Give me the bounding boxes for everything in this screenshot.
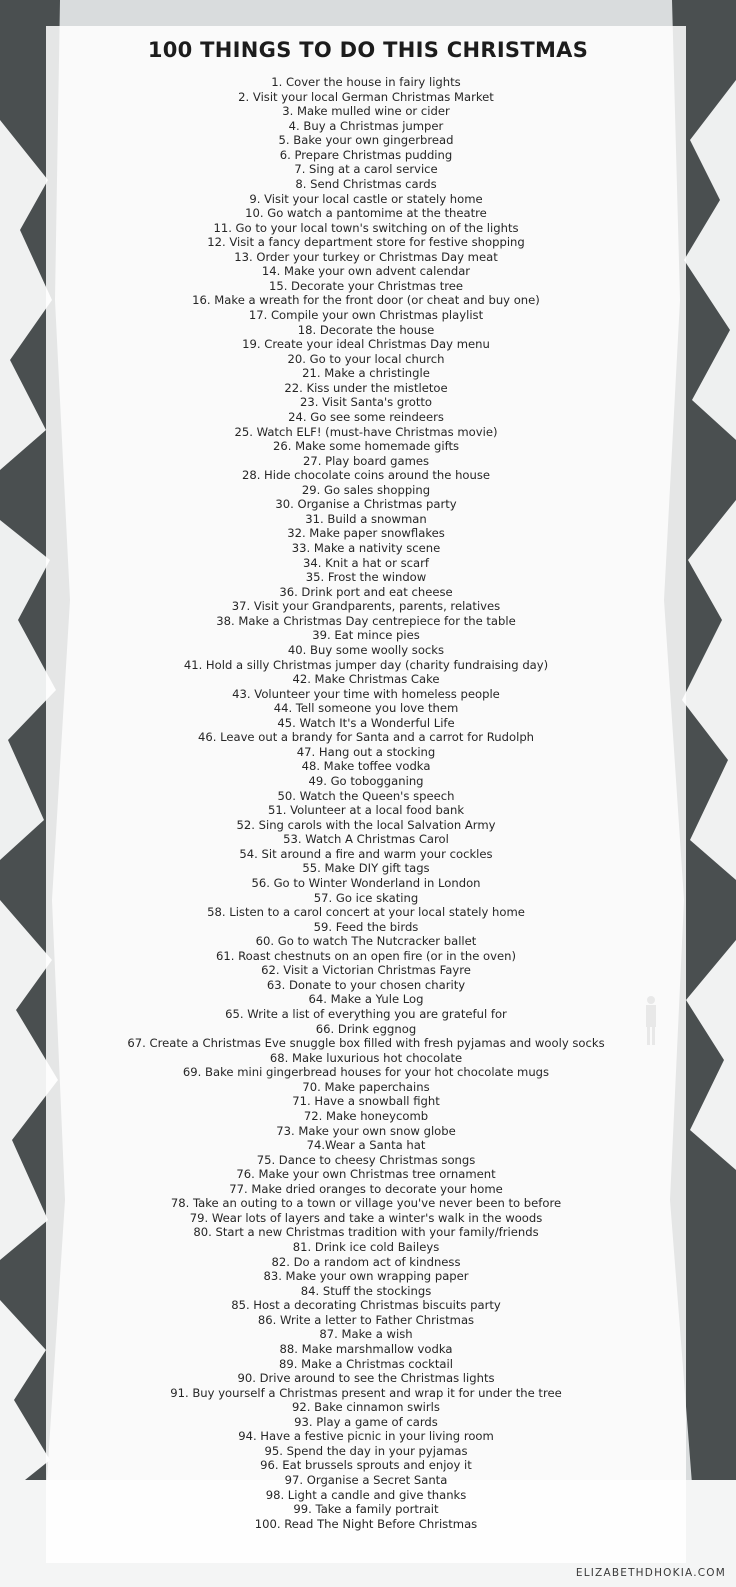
page-title: 100 THINGS TO DO THIS CHRISTMAS: [147, 38, 589, 62]
list-item: 27. Play board games: [302, 453, 430, 468]
list-item: 43. Volunteer your time with homeless people: [232, 686, 500, 701]
list-item: 98. Light a candle and give thanks: [265, 1487, 467, 1502]
list-item: 5. Bake your own gingerbread: [278, 133, 454, 148]
list-item: 99. Take a family portrait: [293, 1502, 439, 1517]
list-item: 79. Wear lots of layers and take a winter's walk in the woods: [189, 1210, 543, 1225]
list-item: 69. Bake mini gingerbread houses for your hot chocolate mugs: [182, 1065, 550, 1080]
list-item: 78. Take an outing to a town or village you've never been to before: [170, 1196, 562, 1211]
list-item: 74.Wear a Santa hat: [306, 1138, 426, 1153]
list-item: 28. Hide chocolate coins around the house: [241, 468, 491, 483]
list-item: 32. Make paper snowflakes: [287, 526, 445, 541]
list-item: 54. Sit around a fire and warm your cockles: [239, 846, 493, 861]
list-item: 40. Buy some woolly socks: [287, 642, 445, 657]
list-item: 30. Organise a Christmas party: [275, 497, 457, 512]
list-item: 60. Go to watch The Nutcracker ballet: [255, 934, 477, 949]
list-item: 92. Bake cinnamon swirls: [292, 1400, 440, 1415]
list-item: 63. Donate to your chosen charity: [266, 977, 466, 992]
list-item: 58. Listen to a carol concert at your local stately home: [207, 905, 525, 920]
list-item: 44. Tell someone you love them: [273, 701, 459, 716]
list-item: 51. Volunteer at a local food bank: [267, 803, 465, 818]
list-item: 46. Leave out a brandy for Santa and a carrot for Rudolph: [197, 730, 535, 745]
list-item: 1. Cover the house in fairy lights: [271, 75, 461, 89]
list-item: 19. Create your ideal Christmas Day menu: [242, 337, 490, 352]
list-item: 85. Host a decorating Christmas biscuits party: [231, 1298, 501, 1313]
list-item: 96. Eat brussels sprouts and enjoy it: [260, 1458, 472, 1473]
list-item: 24. Go see some reindeers: [288, 409, 444, 424]
list-item: 6. Prepare Christmas pudding: [279, 147, 453, 162]
list-item: 64. Make a Yule Log: [308, 992, 424, 1007]
list-item: 21. Make a christingle: [302, 366, 430, 381]
list-item: 15. Decorate your Christmas tree: [268, 278, 464, 293]
list-item: 76. Make your own Christmas tree ornament: [236, 1167, 496, 1182]
list-item: 90. Drive around to see the Christmas lights: [237, 1371, 495, 1386]
list-item: 38. Make a Christmas Day centrepiece for the table: [216, 613, 516, 628]
list-item: 25. Watch ELF! (must-have Christmas movie): [234, 424, 498, 439]
list-item: 3. Make mulled wine or cider: [282, 104, 450, 119]
list-item: 59. Feed the birds: [313, 919, 419, 934]
list-item: 70. Make paperchains: [302, 1079, 430, 1094]
list-item: 55. Make DIY gift tags: [302, 861, 430, 876]
list-item: 35. Frost the window: [305, 570, 427, 585]
list-item: 53. Watch A Christmas Carol: [283, 832, 449, 847]
list-item: 13. Order your turkey or Christmas Day meat: [234, 249, 498, 264]
list-item: 33. Make a nativity scene: [291, 541, 441, 555]
list-item: 37. Visit your Grandparents, parents, relatives: [231, 599, 501, 614]
list-item: 68. Make luxurious hot chocolate: [269, 1050, 463, 1065]
list-item: 83. Make your own wrapping paper: [263, 1269, 469, 1284]
list-item: 67. Create a Christmas Eve snuggle box filled with fresh pyjamas and wooly socks: [127, 1036, 605, 1051]
list-item: 48. Make toffee vodka: [301, 759, 431, 774]
list-item: 20. Go to your local church: [287, 351, 445, 366]
list-item: 72. Make honeycomb: [303, 1108, 429, 1123]
list-item: 26. Make some homemade gifts: [272, 439, 460, 454]
list-item: 8. Send Christmas cards: [295, 176, 437, 191]
list-item: 56. Go to Winter Wonderland in London: [251, 875, 481, 890]
list-item: 65. Write a list of everything you are grateful for: [225, 1007, 507, 1021]
list-item: 17. Compile your own Christmas playlist: [248, 308, 484, 322]
list-item: 100. Read The Night Before Christmas: [254, 1516, 478, 1531]
list-item: 41. Hold a silly Christmas jumper day (charity fundraising day): [183, 657, 549, 672]
list-item: 29. Go sales shopping: [301, 482, 431, 497]
list-item: 7. Sing at a carol service: [294, 162, 438, 177]
things-to-do-list: [46, 75, 686, 1531]
list-item: 36. Drink port and eat cheese: [279, 584, 453, 599]
list-item: 39. Eat mince pies: [312, 628, 420, 643]
list-item: 94. Have a festive picnic in your living room: [238, 1429, 494, 1444]
list-item: 22. Kiss under the mistletoe: [284, 380, 448, 395]
list-item: 23. Visit Santa's grotto: [299, 395, 433, 410]
list-item: 11. Go to your local town's switching on of the lights: [213, 220, 519, 235]
list-item: 81. Drink ice cold Baileys: [292, 1240, 440, 1254]
list-item: 42. Make Christmas Cake: [292, 672, 440, 687]
list-item: 66. Drink eggnog: [315, 1021, 417, 1036]
list-item: 4. Buy a Christmas jumper: [288, 118, 444, 133]
list-item: 9. Visit your local castle or stately home: [249, 191, 483, 206]
list-item: 18. Decorate the house: [297, 322, 435, 337]
list-item: 95. Spend the day in your pyjamas: [264, 1443, 468, 1458]
list-item: 10. Go watch a pantomime at the theatre: [245, 206, 487, 221]
list-item: 77. Make dried oranges to decorate your home: [229, 1181, 503, 1196]
list-item: 89. Make a Christmas cocktail: [279, 1356, 453, 1371]
list-item: 73. Make your own snow globe: [276, 1123, 456, 1138]
list-item: 86. Write a letter to Father Christmas: [257, 1312, 475, 1327]
list-item: 34. Knit a hat or scarf: [303, 555, 429, 570]
list-item: 71. Have a snowball fight: [292, 1094, 440, 1109]
list-item: 50. Watch the Queen's speech: [277, 788, 455, 803]
list-item: 45. Watch It's a Wonderful Life: [277, 715, 455, 730]
list-item: 12. Visit a fancy department store for festive shopping: [207, 235, 525, 250]
list-item: 82. Do a random act of kindness: [271, 1254, 461, 1269]
list-item: 52. Sing carols with the local Salvation Army: [236, 817, 496, 832]
list-item: 61. Roast chestnuts on an open fire (or in the oven): [215, 948, 517, 963]
website-credit: ELIZABETHDHOKIA.COM: [575, 1567, 726, 1579]
list-item: 57. Go ice skating: [313, 890, 419, 905]
list-item: 14. Make your own advent calendar: [261, 264, 471, 279]
list-item: 31. Build a snowman: [305, 511, 427, 526]
list-item: 93. Play a game of cards: [294, 1414, 438, 1429]
list-item: 97. Organise a Secret Santa: [284, 1473, 448, 1487]
list-item: 88. Make marshmallow vodka: [279, 1341, 453, 1356]
list-item: 49. Go tobogganing: [308, 774, 424, 788]
list-item: 62. Visit a Victorian Christmas Fayre: [261, 963, 471, 978]
list-item: 75. Dance to cheesy Christmas songs: [256, 1152, 476, 1167]
list-item: 47. Hang out a stocking: [296, 744, 436, 759]
list-item: 80. Start a new Christmas tradition with your family/friends: [193, 1225, 539, 1240]
list-item: 84. Stuff the stockings: [300, 1283, 432, 1298]
list-item: 91. Buy yourself a Christmas present and wrap it for under the tree: [170, 1385, 562, 1400]
list-item: 16. Make a wreath for the front door (or cheat and buy one): [192, 293, 540, 308]
list-item: 2. Visit your local German Christmas Market: [238, 89, 494, 104]
list-item: 87. Make a wish: [319, 1327, 413, 1342]
